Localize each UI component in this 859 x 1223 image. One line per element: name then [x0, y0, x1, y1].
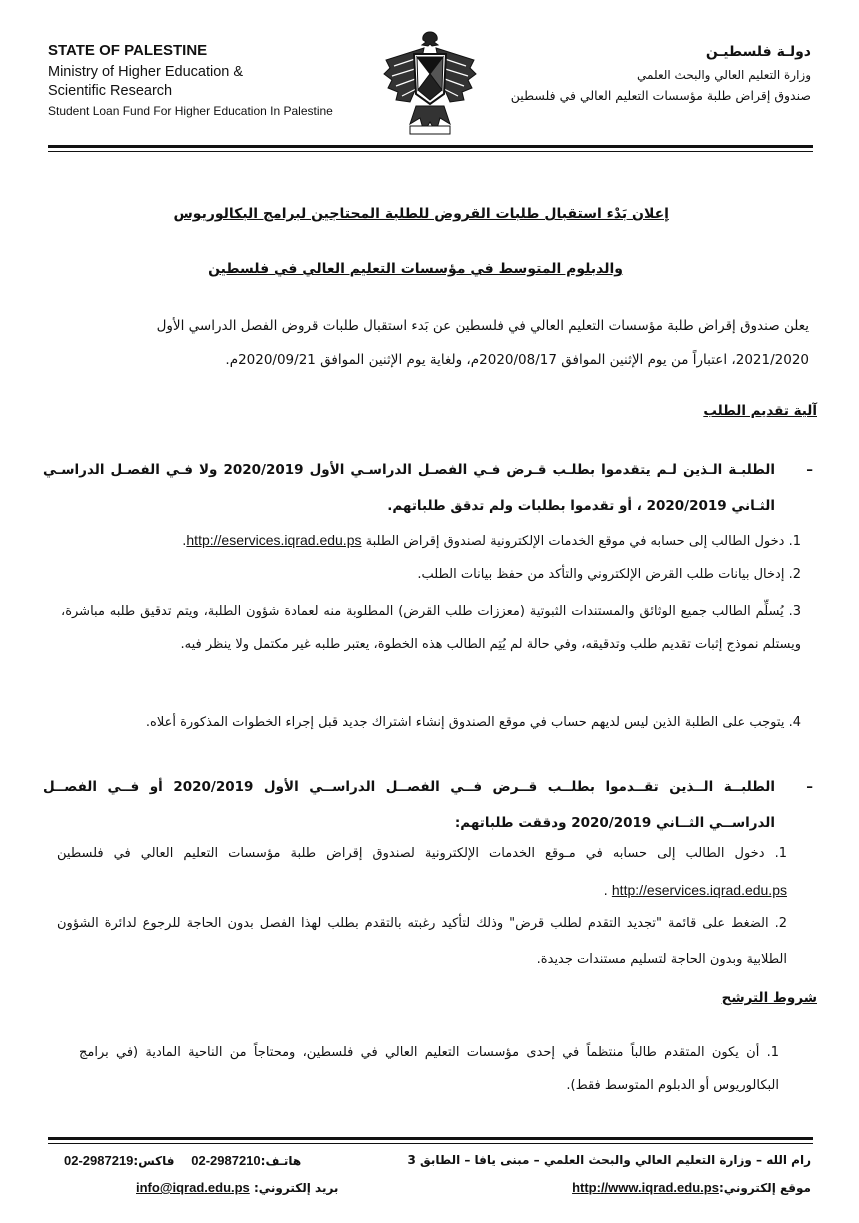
group1-item-2 — [61, 558, 801, 591]
header-arabic — [471, 44, 811, 103]
group1-heading — [43, 452, 813, 524]
group2-item-2-num: 2. — [774, 916, 787, 931]
header-ar-state: دولـة فلسطيـن — [705, 44, 811, 60]
group1-dash: – — [806, 462, 813, 478]
group2-item-2 — [57, 906, 787, 978]
group1-item-1-text: دخول الطالب إلى حسابه في موقع الخدمات الإلكترونية لصندوق إقراض الطلبة — [365, 534, 785, 549]
intro-paragraph — [49, 309, 809, 377]
announcement-title-line1: إعلان بَدْء استقبال طلبات القروض للطلبة المحتاجين لبرامج البكالوريوس — [173, 206, 669, 222]
header-ar-ministry: وزارة التعليم العالي والبحث العلمي — [637, 68, 811, 82]
eservices-link-2[interactable]: http://eservices.iqrad.edu.ps — [611, 882, 787, 898]
palestine-eagle-emblem-icon — [380, 28, 480, 140]
group2-dash: – — [806, 779, 813, 795]
conditions-item-1 — [79, 1036, 779, 1102]
group2-item-1-num: 1. — [774, 846, 787, 861]
announcement-title-line2: والدبلوم المتوسط في مؤسسات التعليم العالي في فلسطين — [208, 261, 623, 277]
footer-fax-label: فاكس: — [133, 1154, 175, 1168]
group1-item-1-num: 1. — [788, 534, 801, 549]
group1-item-3-num: 3. — [788, 604, 801, 619]
intro-line1: يعلن صندوق إقراض طلبة مؤسسات التعليم العالي في فلسطين عن بَدء استقبال طلبات قروض الفصل الدراسي الأول — [156, 318, 809, 334]
group2-item-1-text: دخول الطالب إلى حسابه في مـوقع الخدمات الإلكترونية لصندوق إقراض طلبة مؤسسات التعليم العالي في فلسطين — [57, 846, 765, 861]
group2-item-2-text: الضغط على قائمة "تجديد التقدم لطلب قرض" وذلك لتأكيد رغبته بالتقدم بطلب لهذا الفصل بدون الحاجة للرجوع لدائرة الشؤون الطلابية وبدون الحاجة لتسليم مستندات جديدة. — [57, 916, 787, 967]
header-rule-thick — [48, 145, 813, 148]
group2-heading — [43, 769, 813, 841]
group1-item-4-num: 4. — [788, 715, 801, 730]
header-rule-thin — [48, 151, 813, 152]
footer-rule-thick — [48, 1137, 813, 1140]
group1-item-4 — [61, 706, 801, 739]
group1-item-3-text: يُسلِّم الطالب جميع الوثائق والمستندات الثبوتية (معززات طلب القرض) المطلوبة منه لعمادة شؤون الطلبة، ويتم تدقيق طلبه مباشرة، ويستلم نموذج إثبات تقديم طلب وتدقيقه، وفي حالة لم يُتِم الطالب هذه الخطوة، يعتبر طلبه غير مكتمل ولا ينظر فيه. — [61, 604, 801, 652]
eservices-link[interactable]: http://eservices.iqrad.edu.ps — [186, 532, 362, 548]
intro-line2: 2021/2020، اعتباراً من يوم الإثنين الموافق 2020/08/17م، ولغاية يوم الإثنين الموافق 2020/09/21م. — [225, 352, 809, 368]
conditions-heading: شروط الترشح — [721, 990, 817, 1006]
header-en-ministry: Ministry of Higher Education & — [48, 64, 244, 80]
group2-item-1-end: . — [603, 884, 608, 899]
header-en-state: STATE OF PALESTINE — [48, 42, 208, 59]
header-english — [48, 42, 378, 118]
header-en-ministry-2: Scientific Research — [48, 83, 173, 99]
group1-text: الطلبـة الـذين لـم يتقدموا بطلـب قـرض فـي الفصـل الدراسـي الأول 2020/2019 ولا فـي الفصـل الدراسـي الثـاني 2020/2019 ، أو تقدموا بطلبات ولم تدقق طلباتهم. — [43, 462, 775, 514]
footer-address: رام الله – وزارة التعليم العالي والبحث العلمي – مبنى يافا – الطابق 3 — [407, 1153, 811, 1167]
mechanism-heading: آلية تقديم الطلب — [703, 403, 817, 419]
group1-item-3 — [61, 595, 801, 661]
footer-email-label: بريد إلكتروني: — [253, 1181, 339, 1195]
footer-rule-thin — [48, 1143, 813, 1144]
header-ar-fund: صندوق إقراض طلبة مؤسسات التعليم العالي في فلسطين — [510, 88, 811, 103]
footer-fax: 02-2987219 — [64, 1153, 134, 1168]
conditions-item-1-num: 1. — [766, 1045, 780, 1060]
group2-item-1 — [57, 836, 787, 910]
group2-text: الطلبــة الــذين تقــدموا بطلــب قــرض فــي الفصــل الدراســي الأول 2020/2019 أو فــي الفصــل الدراســي الثــاني 2020/2019 ودققت طلباتهم: — [43, 779, 775, 831]
group1-item-1-end: . — [182, 534, 187, 549]
footer-phone-label: هاتـف: — [260, 1154, 302, 1168]
group1-item-2-text: إدخال بيانات طلب القرض الإلكتروني والتأكد من حفظ بيانات الطلب. — [417, 567, 785, 582]
footer-phone-fax — [64, 1153, 301, 1168]
header-en-fund: Student Loan Fund For Higher Education In Palestine — [48, 104, 333, 118]
conditions-item-1-text: أن يكون المتقدم طالباً منتظماً في إحدى مؤسسات التعليم العالي في فلسطين، ومحتاجاً من الناحية المادية (في برامج البكالوريوس أو الدبلوم المتوسط فقط). — [79, 1045, 779, 1093]
footer-web-link[interactable]: http://www.iqrad.edu.ps — [572, 1180, 719, 1195]
group1-item-2-num: 2. — [788, 567, 801, 582]
group1-item-4-text: يتوجب على الطلبة الذين ليس لديهم حساب في موقع الصندوق إنشاء اشتراك جديد قبل إجراء الخطوات المذكورة أعلاه. — [145, 715, 785, 730]
footer-email-link[interactable]: info@iqrad.edu.ps — [136, 1180, 250, 1195]
group1-item-1 — [61, 524, 801, 558]
footer-web-label: موقع إلكتروني: — [718, 1181, 811, 1195]
footer-website — [572, 1180, 811, 1195]
footer-email — [136, 1180, 338, 1195]
footer-phone: 02-2987210 — [191, 1153, 261, 1168]
